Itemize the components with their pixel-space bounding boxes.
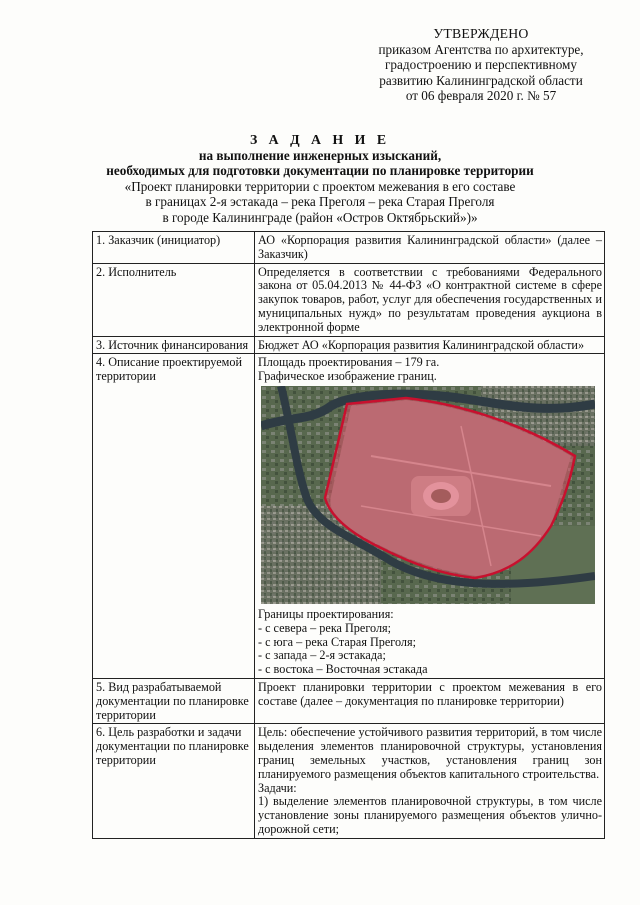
- approval-line: приказом Агентства по архитектуре,: [378, 41, 584, 57]
- border-item: - с запада – 2-я эстакада;: [258, 648, 386, 663]
- project-name-line: в городе Калининграде (район «Остров Октябрьский»)»: [162, 209, 478, 225]
- borders-title: Границы проектирования:: [258, 606, 394, 621]
- project-name-line: «Проект планировки территории с проектом межевания в его составе: [124, 178, 516, 194]
- tasks-title: Задачи:: [258, 780, 297, 795]
- approval-block: [340, 26, 622, 104]
- table-row: [93, 724, 605, 838]
- border-item: - с севера – река Преголя;: [258, 620, 392, 635]
- approval-line: градостроению и перспективному: [385, 57, 577, 73]
- row-label: 3. Источник финансирования: [93, 336, 255, 354]
- row-content: [255, 724, 605, 838]
- task-item: 1) выделение элементов планировочной структуры, в том числе установление зоны планируемого размещения объектов улично-дорожной сети;: [258, 794, 602, 836]
- row-label: 5. Вид разрабатываемой документации по планировке территории: [93, 678, 255, 723]
- graphic-caption: Графическое изображение границ.: [258, 369, 437, 384]
- row-label: 6. Цель разработки и задачи документации по планировке территории: [93, 724, 255, 838]
- task-table: [92, 231, 605, 839]
- approval-line: от 06 февраля 2020 г. № 57: [405, 88, 557, 104]
- approval-line: развитию Калининградской области: [379, 72, 583, 88]
- table-row: [93, 263, 605, 336]
- title-main: З А Д А Н И Е: [249, 132, 391, 147]
- table-row: [93, 678, 605, 723]
- table-row: [93, 354, 605, 679]
- row-label: 2. Исполнитель: [93, 263, 255, 336]
- satellite-map-image: [261, 386, 595, 604]
- area-text: Площадь проектирования – 179 га.: [258, 355, 440, 370]
- row-content: [255, 354, 605, 679]
- row-text: Определяется в соответствии с требованиями Федерального закона от 05.04.2013 № 44-ФЗ «О контрактной системе в сфере закупок товаров, работ, услуг для обеспечения государственных и муниципальных нужд» по результатам проведения аукциона в электронной форме: [255, 263, 605, 336]
- goal-text: Цель: обеспечение устойчивого развития территорий, в том числе выделения элементов планировочной структуры, установления границ земельных участков, установления границ зон планируемого размещения объектов капитального строительства.: [258, 725, 602, 781]
- row-text: Проект планировки территории с проектом межевания в его составе (далее – документация по планировке территории): [255, 678, 605, 723]
- document-title: [40, 132, 600, 226]
- boundary-map: [261, 386, 595, 604]
- row-label: 4. Описание проектируемой территории: [93, 354, 255, 679]
- table-row: [93, 336, 605, 354]
- row-label: 1. Заказчик (инициатор): [93, 232, 255, 264]
- project-name-line: в границах 2-я эстакада – река Преголя – река Старая Преголя: [145, 194, 495, 210]
- border-item: - с юга – река Старая Преголя;: [258, 634, 416, 649]
- row-text: Бюджет АО «Корпорация развития Калининградской области»: [255, 336, 605, 354]
- row-text: АО «Корпорация развития Калининградской области» (далее – Заказчик): [255, 232, 605, 264]
- title-sub-line: необходимых для подготовки документации по планировке территории: [106, 163, 534, 179]
- approval-heading: УТВЕРЖДЕНО: [433, 26, 529, 41]
- title-sub-line: на выполнение инженерных изысканий,: [198, 147, 442, 163]
- border-item: - с востока – Восточная эстакада: [258, 662, 428, 677]
- table-row: [93, 232, 605, 264]
